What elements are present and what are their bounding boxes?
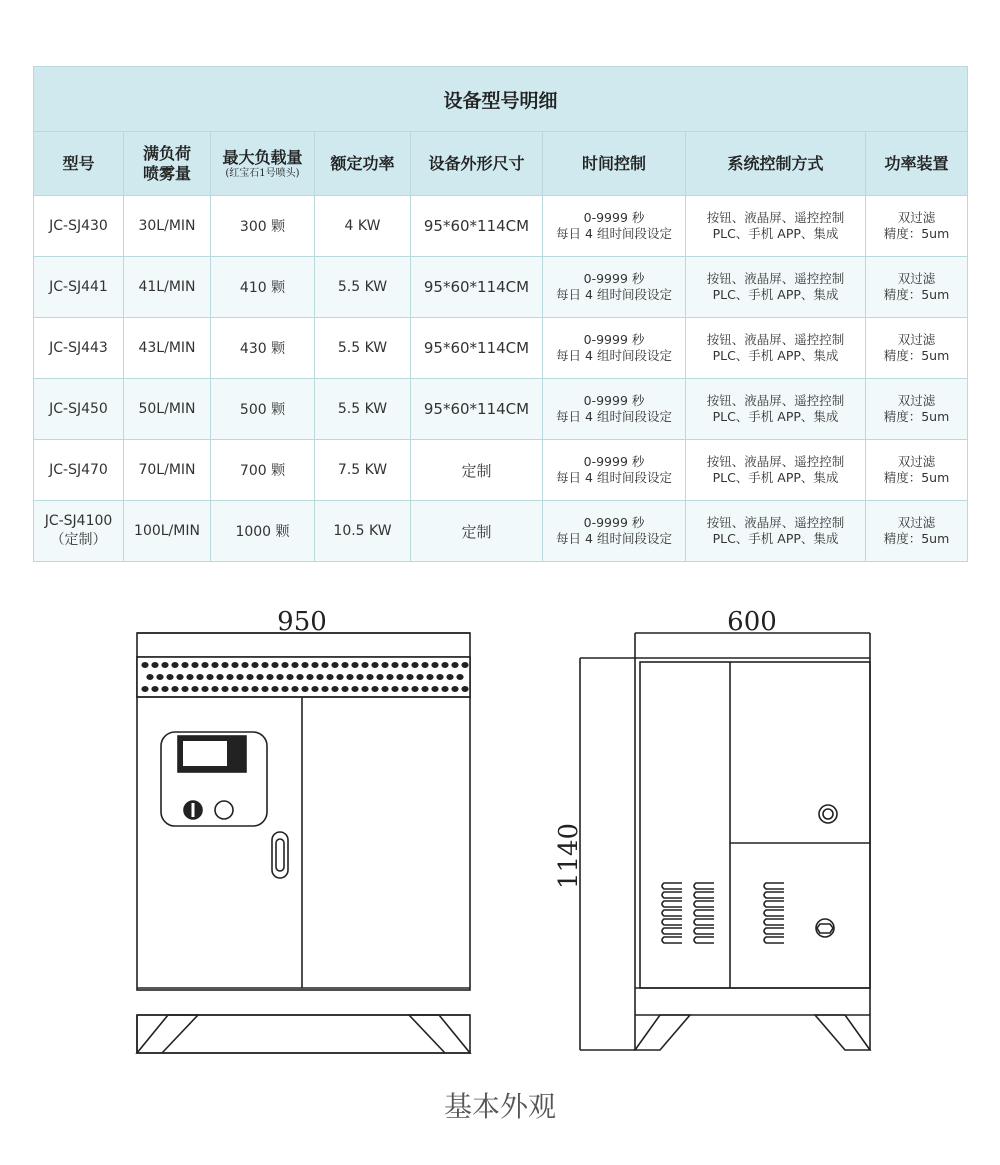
cell-text: PLC、手机 APP、集成	[712, 531, 839, 546]
column-header	[124, 132, 211, 196]
column-header	[315, 132, 411, 196]
height-label: 1140	[554, 822, 584, 890]
cell-text: 5.5 KW	[337, 279, 388, 295]
louvers	[662, 883, 784, 943]
cell-text: 41L/MIN	[138, 279, 196, 295]
table-cell	[124, 501, 211, 562]
cell-text: 按钮、液晶屏、遥控控制	[706, 453, 845, 469]
cell-text: 按钮、液晶屏、遥控控制	[706, 392, 845, 408]
table-body	[34, 196, 968, 562]
column-header	[686, 132, 866, 196]
table-cell	[866, 257, 968, 318]
cell-text: PLC、手机 APP、集成	[712, 409, 839, 424]
cell-text: JC-SJ441	[49, 279, 108, 295]
table-cell	[211, 318, 315, 379]
column-header-label: 最大负载量	[222, 147, 303, 167]
cell-text: 精度：5um	[883, 531, 950, 546]
cell-text: JC-SJ4100 （定制）	[44, 513, 113, 548]
cell-text: 双过滤	[897, 270, 936, 286]
cell-text: 按钮、液晶屏、遥控控制	[706, 331, 845, 347]
cell-text: 按钮、液晶屏、遥控控制	[706, 514, 845, 530]
cell-text: 每日 4 组时间段设定	[556, 531, 672, 546]
table-cell	[211, 257, 315, 318]
cell-text: 精度：5um	[883, 348, 950, 363]
column-header-label: 满负荷 喷雾量	[142, 143, 191, 183]
front-view	[137, 607, 470, 1053]
column-header-label: 型号	[62, 153, 95, 173]
table-cell	[211, 501, 315, 562]
cell-text: JC-SJ443	[49, 340, 108, 356]
cell-text: 0-9999 秒	[583, 331, 645, 347]
table-cell	[686, 196, 866, 257]
front-width-label: 950	[277, 607, 327, 637]
column-header-label: 设备外形尺寸	[428, 153, 525, 173]
table-cell	[34, 196, 124, 257]
table-cell	[866, 501, 968, 562]
cell-text: 70L/MIN	[138, 462, 196, 478]
cell-text: 30L/MIN	[138, 218, 196, 234]
cell-text: 0-9999 秒	[583, 453, 645, 469]
cell-text: 100L/MIN	[134, 523, 200, 539]
table-cell	[411, 196, 543, 257]
cell-text: 0-9999 秒	[583, 514, 645, 530]
cell-text: 按钮、液晶屏、遥控控制	[706, 209, 845, 225]
table-cell	[686, 501, 866, 562]
table-cell	[866, 440, 968, 501]
cell-text: 每日 4 组时间段设定	[556, 348, 672, 363]
table-cell	[315, 501, 411, 562]
column-header-label: 时间控制	[581, 153, 646, 173]
table-title: 设备型号明细	[34, 67, 968, 132]
table-row	[34, 196, 968, 257]
table-cell	[543, 196, 686, 257]
cell-text: 7.5 KW	[337, 462, 388, 478]
column-header-label: 系统控制方式	[727, 153, 824, 173]
table-cell	[543, 501, 686, 562]
cell-text: 95*60*114CM	[423, 339, 530, 357]
cell-text: PLC、手机 APP、集成	[712, 226, 839, 241]
cell-text: 0-9999 秒	[583, 270, 645, 286]
cell-text: 每日 4 组时间段设定	[556, 226, 672, 241]
table-cell	[686, 440, 866, 501]
table-cell	[211, 440, 315, 501]
cabinet-drawing	[0, 600, 1000, 1070]
table-cell	[866, 196, 968, 257]
table-row	[34, 257, 968, 318]
cell-text: 0-9999 秒	[583, 392, 645, 408]
cell-text: 50L/MIN	[138, 401, 196, 417]
cell-text: 95*60*114CM	[423, 278, 530, 296]
table-cell	[411, 379, 543, 440]
table-cell	[543, 257, 686, 318]
cell-text: 定制	[461, 522, 492, 541]
cell-text: 双过滤	[897, 453, 936, 469]
cell-text: 5.5 KW	[337, 340, 388, 356]
table-cell	[686, 379, 866, 440]
table-cell	[124, 440, 211, 501]
cell-text: JC-SJ470	[49, 462, 108, 478]
cell-text: 500 颗	[239, 402, 286, 418]
cell-text: 5.5 KW	[337, 401, 388, 417]
table-cell	[411, 257, 543, 318]
column-header	[411, 132, 543, 196]
cell-text: 410 颗	[239, 280, 286, 296]
table-cell	[866, 379, 968, 440]
table-cell	[124, 318, 211, 379]
indicator-button	[215, 801, 233, 819]
table-cell	[211, 379, 315, 440]
cell-text: 0-9999 秒	[583, 209, 645, 225]
cell-text: PLC、手机 APP、集成	[712, 287, 839, 302]
cell-text: 300 颗	[239, 219, 286, 235]
table-cell	[315, 196, 411, 257]
table-cell	[211, 196, 315, 257]
column-header-sub: (红宝石1号喷头)	[225, 167, 300, 179]
cell-text: 43L/MIN	[138, 340, 196, 356]
table-cell	[315, 440, 411, 501]
cell-text: 10.5 KW	[333, 523, 392, 539]
column-header	[34, 132, 124, 196]
cell-text: 每日 4 组时间段设定	[556, 287, 672, 302]
cell-text: 430 颗	[239, 341, 286, 357]
cell-text: 双过滤	[897, 209, 936, 225]
table-cell	[411, 440, 543, 501]
cell-text: 双过滤	[897, 331, 936, 347]
table-cell	[124, 196, 211, 257]
table-cell	[124, 379, 211, 440]
table-cell	[411, 501, 543, 562]
table-row	[34, 318, 968, 379]
cell-text: 定制	[461, 461, 492, 480]
column-header-label: 功率装置	[884, 153, 949, 173]
caption: 基本外观	[443, 1090, 556, 1123]
table-cell	[34, 501, 124, 562]
cell-text: 精度：5um	[883, 226, 950, 241]
table-cell	[34, 318, 124, 379]
table-cell	[543, 379, 686, 440]
cell-text: 4 KW	[344, 218, 381, 234]
cell-text: JC-SJ450	[49, 401, 108, 417]
cell-text: 精度：5um	[883, 287, 950, 302]
table-cell	[34, 440, 124, 501]
cell-text: 精度：5um	[883, 470, 950, 485]
table-cell	[34, 257, 124, 318]
side-view	[554, 607, 870, 1050]
table-row	[34, 501, 968, 562]
cell-text: 双过滤	[897, 514, 936, 530]
cell-text: PLC、手机 APP、集成	[712, 470, 839, 485]
table-cell	[411, 318, 543, 379]
column-header	[543, 132, 686, 196]
cell-text: 1000 颗	[235, 524, 290, 540]
table-cell	[34, 379, 124, 440]
cell-text: 精度：5um	[883, 409, 950, 424]
cell-text: 每日 4 组时间段设定	[556, 409, 672, 424]
table-cell	[686, 318, 866, 379]
header-row	[34, 132, 968, 196]
table-cell	[543, 318, 686, 379]
cell-text: 双过滤	[897, 392, 936, 408]
column-header	[866, 132, 968, 196]
column-header	[211, 132, 315, 196]
table-cell	[315, 379, 411, 440]
table-cell	[543, 440, 686, 501]
table-cell	[315, 318, 411, 379]
side-width-label: 600	[727, 607, 777, 637]
table-cell	[686, 257, 866, 318]
cell-text: 700 颗	[239, 463, 286, 479]
table-row	[34, 440, 968, 501]
spec-table	[33, 66, 968, 562]
cell-text: 95*60*114CM	[423, 400, 530, 418]
cell-text: PLC、手机 APP、集成	[712, 348, 839, 363]
column-header-label: 额定功率	[330, 153, 395, 173]
cell-text: 按钮、液晶屏、遥控控制	[706, 270, 845, 286]
cell-text: 95*60*114CM	[423, 217, 530, 235]
table-row	[34, 379, 968, 440]
cell-text: JC-SJ430	[49, 218, 108, 234]
table-cell	[315, 257, 411, 318]
table-cell	[124, 257, 211, 318]
cell-text: 每日 4 组时间段设定	[556, 470, 672, 485]
table-cell	[866, 318, 968, 379]
